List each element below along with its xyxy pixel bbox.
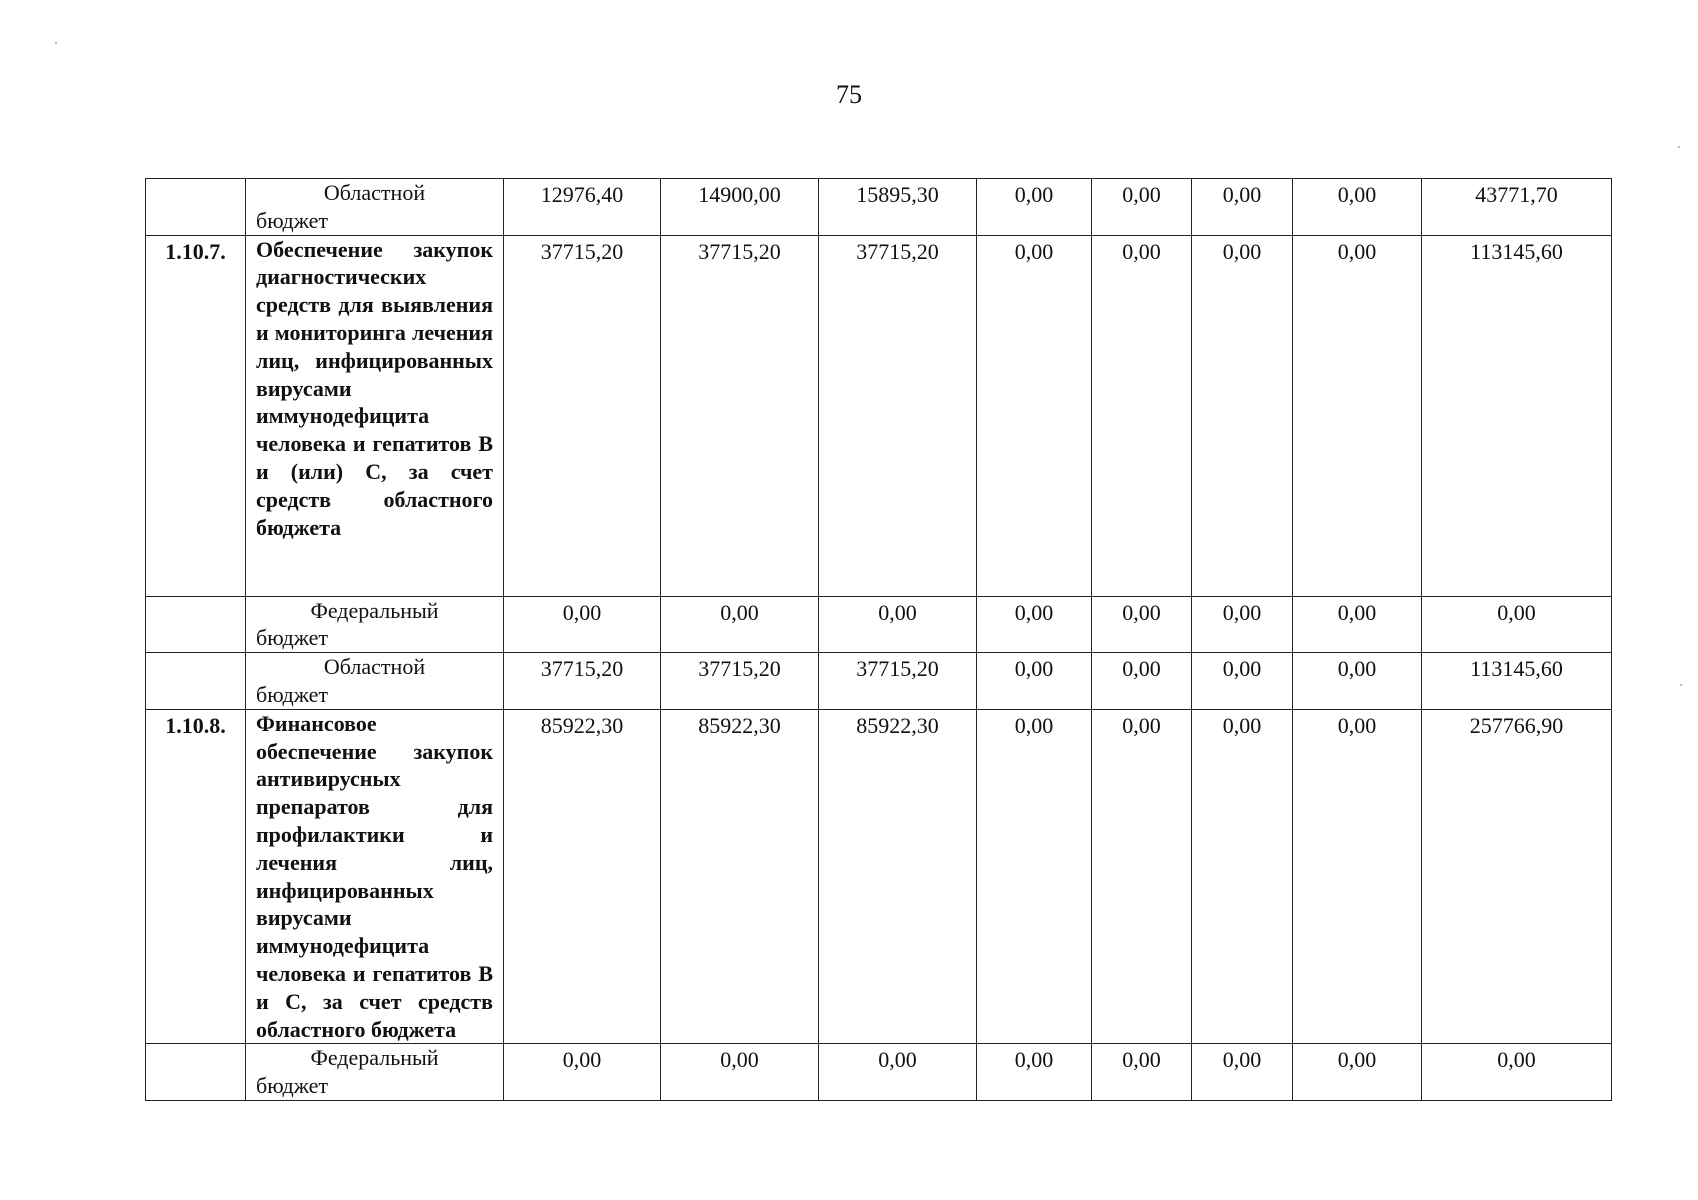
total-value-cell: 113145,60 xyxy=(1422,235,1612,596)
funding-source-label: бюджет xyxy=(256,681,328,707)
amount-cell: 0,00 xyxy=(977,179,1092,236)
amount-cell: 0,00 xyxy=(661,1044,819,1101)
funding-source-label: бюджет xyxy=(256,1073,328,1099)
item-description-cell xyxy=(246,709,504,1044)
item-row xyxy=(146,709,1612,1044)
funding-source-label: Федеральный xyxy=(310,597,439,623)
item-code xyxy=(146,596,246,653)
amount-cell: 0,00 xyxy=(1192,1044,1293,1101)
funding-source-label: бюджет xyxy=(256,625,328,651)
amount-cell: 14900,00 xyxy=(661,179,819,236)
total-value-cell: 0,00 xyxy=(1422,596,1612,653)
total-value-cell: 0,00 xyxy=(1422,1044,1612,1101)
amount-cell: 0,00 xyxy=(504,1044,661,1101)
amount-cell: 0,00 xyxy=(661,596,819,653)
item-description: Финансовое обеспечение закупок антивирусных препаратов для профилактики и лечения лиц, инфицированных вирусами иммунодефицита человека и гепатитов B и C, за счет средств областного бюджета xyxy=(256,710,493,1042)
item-row xyxy=(146,235,1612,596)
funding-source-row xyxy=(146,179,1612,236)
funding-source-label: Областной xyxy=(323,654,426,680)
amount-cell: 12976,40 xyxy=(504,179,661,236)
funding-source-label: бюджет xyxy=(256,207,328,233)
amount-cell: 37715,20 xyxy=(819,235,977,596)
funding-source-row xyxy=(146,596,1612,653)
amount-cell: 0,00 xyxy=(1293,235,1422,596)
table-body xyxy=(146,179,1612,1101)
funding-source-cell xyxy=(246,653,504,710)
amount-cell: 0,00 xyxy=(819,1044,977,1101)
total-value-cell: 43771,70 xyxy=(1422,179,1612,236)
amount-cell: 0,00 xyxy=(1192,709,1293,1044)
amount-cell: 0,00 xyxy=(1092,1044,1192,1101)
amount-cell: 0,00 xyxy=(1092,179,1192,236)
funding-source-label: Областной xyxy=(323,180,426,205)
amount-cell: 0,00 xyxy=(977,235,1092,596)
item-code: 1.10.8. xyxy=(146,709,246,1044)
page-number: 75 xyxy=(836,80,862,109)
amount-cell: 0,00 xyxy=(977,653,1092,710)
amount-cell: 37715,20 xyxy=(661,653,819,710)
total-value-cell: 257766,90 xyxy=(1422,709,1612,1044)
amount-cell: 0,00 xyxy=(977,596,1092,653)
amount-cell: 0,00 xyxy=(1092,653,1192,710)
funding-source-cell xyxy=(246,596,504,653)
amount-cell: 0,00 xyxy=(1293,1044,1422,1101)
scan-speck xyxy=(1678,146,1680,148)
amount-cell: 0,00 xyxy=(504,596,661,653)
item-code: 1.10.7. xyxy=(146,235,246,596)
funding-source-row xyxy=(146,1044,1612,1101)
amount-cell: 37715,20 xyxy=(661,235,819,596)
scan-speck xyxy=(1680,684,1682,686)
amount-cell: 0,00 xyxy=(1293,709,1422,1044)
funding-source-cell xyxy=(246,1044,504,1101)
amount-cell: 0,00 xyxy=(819,596,977,653)
amount-cell: 0,00 xyxy=(977,709,1092,1044)
funding-source-row xyxy=(146,653,1612,710)
funding-source-cell xyxy=(246,179,504,236)
amount-cell: 0,00 xyxy=(1092,596,1192,653)
amount-cell: 37715,20 xyxy=(504,653,661,710)
amount-cell: 0,00 xyxy=(1293,653,1422,710)
item-code xyxy=(146,653,246,710)
amount-cell: 37715,20 xyxy=(504,235,661,596)
amount-cell: 15895,30 xyxy=(819,179,977,236)
total-value-cell: 113145,60 xyxy=(1422,653,1612,710)
item-description-cell xyxy=(246,235,504,596)
amount-cell: 0,00 xyxy=(977,1044,1092,1101)
item-code xyxy=(146,1044,246,1101)
amount-cell: 0,00 xyxy=(1192,596,1293,653)
amount-cell: 0,00 xyxy=(1192,653,1293,710)
amount-cell: 37715,20 xyxy=(819,653,977,710)
amount-cell: 0,00 xyxy=(1192,179,1293,236)
item-description: Обеспечение закупок диагностических средств для выявления и мониторинга лечения лиц, инфицированных вирусами иммунодефицита человека и гепатитов B и (или) C, за счет средств областного бюджета xyxy=(256,236,493,540)
amount-cell: 0,00 xyxy=(1192,235,1293,596)
amount-cell: 0,00 xyxy=(1293,179,1422,236)
amount-cell: 0,00 xyxy=(1092,709,1192,1044)
budget-table xyxy=(145,178,1612,1101)
item-code xyxy=(146,179,246,236)
amount-cell: 85922,30 xyxy=(819,709,977,1044)
amount-cell: 85922,30 xyxy=(504,709,661,1044)
scan-speck xyxy=(55,42,57,44)
amount-cell: 85922,30 xyxy=(661,709,819,1044)
amount-cell: 0,00 xyxy=(1092,235,1192,596)
amount-cell: 0,00 xyxy=(1293,596,1422,653)
funding-source-label: Федеральный xyxy=(310,1045,439,1071)
